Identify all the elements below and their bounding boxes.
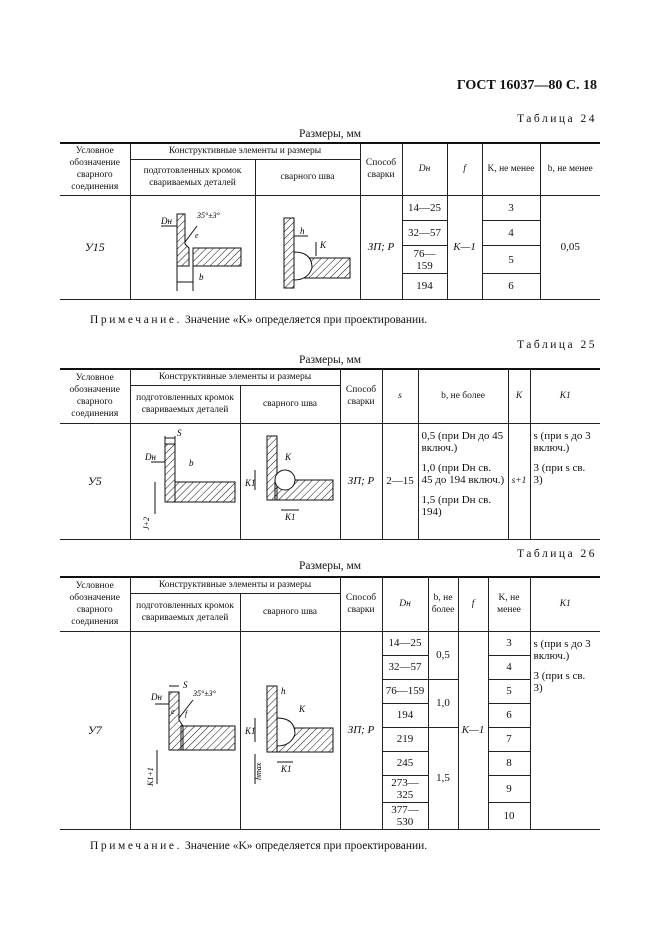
t25-sketch-weld xyxy=(240,423,340,539)
t25-header-s: s xyxy=(382,369,418,423)
table-26-sizes: Размеры, мм xyxy=(298,560,362,572)
t24-header-b: b, не менее xyxy=(540,143,600,195)
t26-b-3: 1,5 xyxy=(428,727,458,829)
t24-k-3: 5 xyxy=(482,245,540,273)
page-header: ГОСТ 16037—80 С. 18 xyxy=(456,78,597,93)
t25-b-2: 1,0 (при Dн св. 45 до 194 включ.) xyxy=(421,461,505,486)
t25-sketch-prepared xyxy=(130,423,240,539)
t24-angle-label: 35°±3° xyxy=(197,210,220,220)
t26-b-1: 0,5 xyxy=(428,631,458,679)
t26-note-text: Значение «K» определяется при проектировании. xyxy=(184,840,428,852)
t25-weld-bead xyxy=(275,470,295,490)
t24-f: K—1 xyxy=(447,195,482,299)
t26-k1-label: K1+1 xyxy=(146,766,155,786)
t24-k-1: 3 xyxy=(482,195,540,220)
t24-sketch-weld xyxy=(255,195,360,299)
t26-header-method: Способ сварки xyxy=(340,577,382,631)
t26-k1-1: s (при s до 3 включ.) xyxy=(533,637,591,662)
t26-note xyxy=(90,840,600,852)
t26-k-7: 9 xyxy=(488,775,530,802)
t26-note-prefix: Примечание. xyxy=(90,840,183,852)
table-26 xyxy=(60,576,600,830)
t24-b: 0,05 xyxy=(540,195,600,299)
t25-k1a-label: K1 xyxy=(245,477,256,488)
t25-prepared-edge-drawing xyxy=(131,424,239,536)
t26-designation: У7 xyxy=(60,631,130,829)
t26-dn-1: 14—25 xyxy=(382,631,428,655)
t26-h-label: h xyxy=(281,685,286,696)
t25-k-label: K xyxy=(285,451,292,462)
t26-hmax-label: hmax xyxy=(254,762,263,780)
t24-k-label: K xyxy=(320,239,327,250)
t25-method: ЗП; Р xyxy=(340,423,382,539)
t26-prepared-edge-drawing xyxy=(131,634,239,824)
table-25 xyxy=(60,368,600,540)
t26-sketch-prepared xyxy=(130,631,240,829)
t26-k-2: 4 xyxy=(488,655,530,679)
t24-dn-label: Dн xyxy=(161,215,172,226)
t24-k-2: 4 xyxy=(482,220,540,245)
t26-e-label: e xyxy=(171,706,175,716)
t24-dn-3: 76—159 xyxy=(402,245,447,273)
t24-note-prefix: Примечание. xyxy=(90,314,183,326)
table-24-label: Таблица 24 xyxy=(517,113,597,125)
t26-header-designation: Условное обозначение сварного соединения xyxy=(60,577,130,631)
t26-dn-2: 32—57 xyxy=(382,655,428,679)
t26-angle-label: 35°±3° xyxy=(193,688,216,698)
t24-header-prepared: подготовленных кромок свариваемых деталей xyxy=(130,159,255,195)
table-25-label: Таблица 25 xyxy=(517,339,597,351)
t26-dn-3: 76—159 xyxy=(382,679,428,703)
t26-dn-6: 245 xyxy=(382,751,428,775)
t26-k-8: 10 xyxy=(488,802,530,829)
t25-dn-label: Dн xyxy=(145,451,156,462)
t25-b-3: 1,5 (при Dн св. 194) xyxy=(421,493,492,518)
t26-header-weld: сварного шва xyxy=(240,593,340,631)
t24-header-weld: сварного шва xyxy=(255,159,360,195)
t25-b-cell xyxy=(418,423,508,539)
t25-header-elements: Конструктивные элементы и размеры xyxy=(130,369,340,385)
t26-k-6: 8 xyxy=(488,751,530,775)
t24-header-dn: Dн xyxy=(402,143,447,195)
t24-designation: У15 xyxy=(60,195,130,299)
t26-k1a-label: K1 xyxy=(245,725,256,736)
t25-weld-drawing xyxy=(241,424,339,536)
t26-k-5: 7 xyxy=(488,727,530,751)
t24-header-elements: Конструктивные элементы и размеры xyxy=(130,143,360,159)
t26-header-b: b, не более xyxy=(428,577,458,631)
t26-dn-4: 194 xyxy=(382,703,428,727)
t26-b-2: 1,0 xyxy=(428,679,458,727)
table-26-label: Таблица 26 xyxy=(517,548,597,560)
t26-s-label: S xyxy=(183,679,188,690)
t25-header-k: K xyxy=(508,369,530,423)
t25-k1b-label: K1 xyxy=(285,511,296,522)
t25-b-1: 0,5 (при Dн до 45 включ.) xyxy=(421,429,504,454)
t24-dn-1: 14—25 xyxy=(402,195,447,220)
t24-dn-2: 32—57 xyxy=(402,220,447,245)
t26-dn-5: 219 xyxy=(382,727,428,751)
t24-note xyxy=(90,314,600,326)
t24-tube xyxy=(177,214,189,266)
t24-k-4: 6 xyxy=(482,274,540,299)
t26-k-4: 6 xyxy=(488,703,530,727)
t25-header-k1: K1 xyxy=(530,369,600,423)
t26-header-f: f xyxy=(458,577,488,631)
table-24-sizes: Размеры, мм xyxy=(298,128,362,140)
t26-k1-cell xyxy=(530,631,600,829)
t26-k-3: 5 xyxy=(488,679,530,703)
t25-header-designation: Условное обозначение сварного соединения xyxy=(60,369,130,423)
t24-plate xyxy=(193,248,241,266)
t24-h-label: h xyxy=(300,225,305,236)
t26-header-k: K, не менее xyxy=(488,577,530,631)
t26-k-label: K xyxy=(299,703,306,714)
t26-header-elements: Конструктивные элементы и размеры xyxy=(130,577,340,593)
t25-s: 2—15 xyxy=(382,423,418,539)
table-24 xyxy=(60,142,600,300)
t25-header-prepared: подготовленных кромок свариваемых деталей xyxy=(130,385,240,423)
t24-note-text: Значение «K» определяется при проектировании. xyxy=(184,314,428,326)
t25-k1-2: 3 (при s св. 3) xyxy=(533,461,586,486)
t25-k1-cell xyxy=(530,423,600,539)
t25-header-weld: сварного шва xyxy=(240,385,340,423)
t24-sketch-prepared xyxy=(130,195,255,299)
t26-header-k1: K1 xyxy=(530,577,600,631)
t26-header-prepared: подготовленных кромок свариваемых деталей xyxy=(130,593,240,631)
t25-k1-1: s (при s до 3 включ.) xyxy=(533,429,591,454)
t25-header-b: b, не более xyxy=(418,369,508,423)
t24-method: ЗП; Р xyxy=(360,195,402,299)
t26-k1b-label: K1 xyxy=(281,763,292,774)
t26-sketch-weld xyxy=(240,631,340,829)
t24-header-k: K, не менее xyxy=(482,143,540,195)
table-25-sizes: Размеры, мм xyxy=(298,354,362,366)
t26-dn-7: 273—325 xyxy=(382,775,428,802)
t25-header-method: Способ сварки xyxy=(340,369,382,423)
t26-k-1: 3 xyxy=(488,631,530,655)
t24-header-f: f xyxy=(447,143,482,195)
t24-e-label: e xyxy=(195,230,199,240)
t24-header-designation: Условное обозначение сварного соединения xyxy=(60,143,130,195)
t25-b-label: b xyxy=(189,457,194,468)
t26-weld-drawing xyxy=(241,634,339,824)
t25-j-label: J+2 xyxy=(142,516,151,530)
t24-weld-drawing xyxy=(256,196,359,296)
t26-dn-label: Dн xyxy=(151,691,162,702)
t26-dn-8: 377—530 xyxy=(382,802,428,829)
t25-designation: У5 xyxy=(60,423,130,539)
t24-b-label: b xyxy=(199,271,204,282)
t24-header-method: Способ сварки xyxy=(360,143,402,195)
t26-f: K—1 xyxy=(458,631,488,829)
t26-k1-2: 3 (при s св. 3) xyxy=(533,669,586,694)
t26-method: ЗП; Р xyxy=(340,631,382,829)
t25-s-label: S xyxy=(177,427,182,438)
t26-header-dn: Dн xyxy=(382,577,428,631)
t26-f-label: f xyxy=(185,708,188,718)
t25-k: s+1 xyxy=(508,423,530,539)
t24-dn-4: 194 xyxy=(402,274,447,299)
t24-prepared-edge-drawing xyxy=(131,196,254,296)
